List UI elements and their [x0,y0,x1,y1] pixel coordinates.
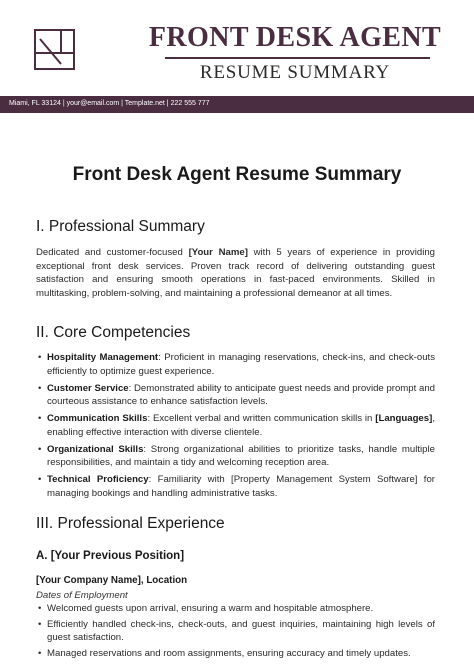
competency-text: : Familiarity with [Property Management System Software] for managing bookings and handling administrative tasks. [47,474,436,499]
competency-label: Hospitality Management [47,352,159,363]
list-item [36,351,435,378]
summary-paragraph [36,246,435,300]
languages-placeholder: [Languages] [375,413,433,424]
list-item [36,473,435,500]
competency-text: : Proficient in managing reservations, check-ins, and check-outs efficiently to optimize guest experience. [47,352,435,377]
section-heading-experience: III. Professional Experience [36,515,225,532]
company-line: [Your Company Name], Location [36,575,188,586]
list-item [36,382,435,409]
section-heading-competencies: II. Core Competencies [36,324,191,341]
position-title: A. [Your Previous Position] [36,550,185,562]
competency-label: Organizational Skills [47,443,144,455]
competency-text: : Excellent verbal and written communication skills in [147,413,376,424]
experience-list [36,602,435,662]
contact-bar [0,96,474,113]
employment-dates: Dates of Employment [36,590,128,601]
list-item: • Managed reservations and room assignments, ensuring accuracy and timely updates. [36,647,435,661]
list-item: • Welcomed guests upon arrival, ensuring a warm and hospitable atmosphere. [36,602,435,616]
competency-text-end: , enabling effective interaction with diverse clientele. [47,413,435,438]
competencies-list [36,351,435,504]
summary-text-end: with 5 years of experience in providing exceptional front desk services. Proven track record of delivering outstanding guest satisfaction and ensuring smooth operations in fast-paced environments. Skilled in multitasking, problem-solving, and maintaining a professional demeanor at all times. [36,247,435,299]
header-title: FRONT DESK AGENT [148,22,442,53]
document-title: Front Desk Agent Resume Summary [72,164,402,185]
list-item [36,412,435,439]
list-item: • Efficiently handled check-ins, check-outs, and guest inquiries, maintaining high levels of guest satisfaction. [36,618,435,645]
competency-text: : Demonstrated ability to anticipate guest needs and provide prompt and courteous assistance to enhance satisfaction levels. [47,382,435,407]
header-divider [165,57,430,59]
competency-label: Technical Proficiency [47,474,149,485]
competency-label: Communication Skills [47,413,148,424]
competency-text: : Strong organizational abilities to prioritize tasks, handle multiple responsibilities, and maintain a tidy and welcoming reception area. [47,443,435,468]
name-placeholder: [Your Name] [188,247,248,258]
window-frame-logo-icon [34,29,75,70]
section-heading-summary: I. Professional Summary [36,218,205,235]
header-subtitle: RESUME SUMMARY [199,62,391,83]
competency-label: Customer Service [47,382,129,394]
summary-text-start: Dedicated and customer-focused [36,247,189,258]
list-item [36,443,435,470]
contact-line: Miami, FL 33124 | your@email.com | Template.net | 222 555 777 [9,100,210,107]
